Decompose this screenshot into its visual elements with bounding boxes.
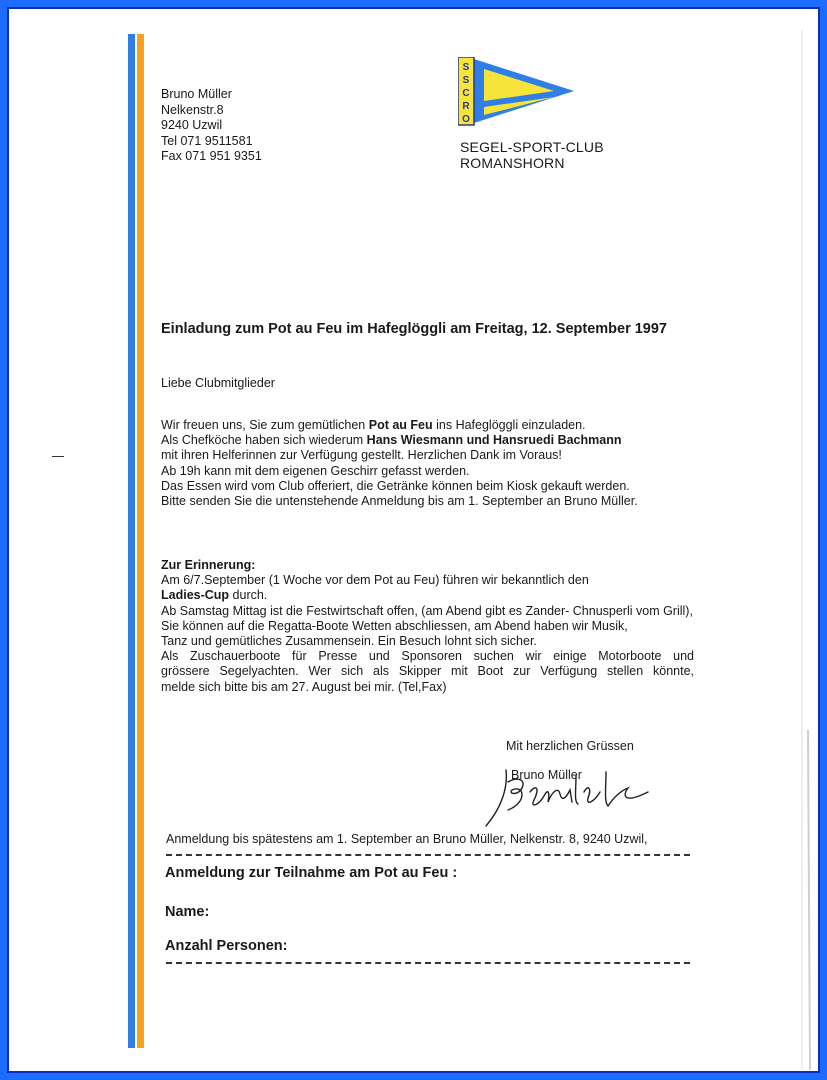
body-line-3: mit ihren Helferinnen zur Verfügung gestellt. Herzlichen Dank im Voraus! [161,448,562,463]
reminder-heading: Zur Erinnerung: [161,558,256,572]
letterhead-blue-stripe [128,34,135,1048]
text: ins Hafeglöggli einzuladen. [432,418,586,432]
club-logo-pennant [458,57,578,129]
registration-title: Anmeldung zur Teilnahme am Pot au Feu : [165,865,458,881]
text: Wir freuen uns, Sie zum gemütlichen [161,418,369,432]
ladies-cup: Ladies-Cup [161,588,230,603]
reminder-line-1: Am 6/7.September (1 Woche vor dem Pot au Feu) führen wir bekanntlich den [161,573,589,588]
sender-name: Bruno Müller [161,87,232,101]
cut-line-bottom [166,962,690,964]
logo-letter-3: C [462,88,470,99]
letterhead-orange-stripe [137,34,144,1048]
reminder-line-6: Als Zuschauerboote für Presse und Sponsoren suchen wir einige Motorboote und [161,649,694,664]
reminder-line-2 [161,588,694,603]
event-name: Pot au Feu [368,418,433,432]
logo-letter-4: R [462,101,470,112]
salutation: Liebe Clubmitglieder [161,376,275,390]
page-crease [796,30,816,1070]
scan-mark [52,456,64,457]
closing: Mit herzlichen Grüssen [506,739,634,753]
club-name-line1: SEGEL-SPORT-CLUB [460,139,604,155]
club-name-line2: ROMANSHORN [460,155,565,171]
chef-names: Hans Wiesmann und Hansruedi Bachmann [366,433,622,448]
person-count-label: Anzahl Personen: [165,938,288,954]
sender-fax: Fax 071 951 9351 [161,149,262,164]
body-line-2 [161,433,638,448]
logo-letter-5: O [462,114,470,125]
reminder-line-3: Ab Samstag Mittag ist die Festwirtschaft offen, (am Abend gibt es Zander- Chnusperli vom Grill), [161,603,693,618]
sender-street: Nelkenstr.8 [161,102,224,117]
reminder-line-4: Sie können auf die Regatta-Boote Wetten abschliessen, am Abend haben wir Musik, [161,618,628,633]
reminder-line-8: melde sich bitte bis am 27. August bei mir. (Tel,Fax) [161,679,447,694]
cut-line-top [166,854,690,856]
sender-address [161,87,262,165]
reminder-section [161,558,694,695]
letter-title: Einladung zum Pot au Feu im Hafeglöggli am Freitag, 12. September 1997 [161,321,667,337]
sender-city: 9240 Uzwil [161,118,223,133]
body-line-6: Bitte senden Sie die untenstehende Anmeldung bis am 1. September an Bruno Müller. [161,494,638,509]
registration-note: Anmeldung bis spätestens am 1. September an Bruno Müller, Nelkenstr. 8, 9240 Uzwil, [166,832,648,846]
logo-letter-2: S [462,75,470,86]
letter-body [161,418,638,509]
club-name [460,139,604,171]
body-line-1 [161,418,638,433]
sender-tel: Tel 071 9511581 [161,133,253,148]
text: durch. [229,588,268,603]
body-line-5: Das Essen wird vom Club offeriert, die Getränke können beim Kiosk gekauft werden. [161,478,630,493]
reminder-line-7: grössere Segelyachten. Wer sich als Skipper mit Boot zur Verfügung stellen könnte, [161,664,694,679]
body-line-4: Ab 19h kann mit dem eigenen Geschirr gefasst werden. [161,463,470,478]
text: Als Chefköche haben sich wiederum [161,433,367,448]
reminder-line-5: Tanz und gemütliches Zusammensein. Ein Besuch lohnt sich sicher. [161,634,537,649]
logo-letter-1: S [462,62,470,73]
handwritten-signature [478,762,658,832]
signer-name: Bruno Müller [511,768,582,782]
name-field-label: Name: [165,904,210,920]
